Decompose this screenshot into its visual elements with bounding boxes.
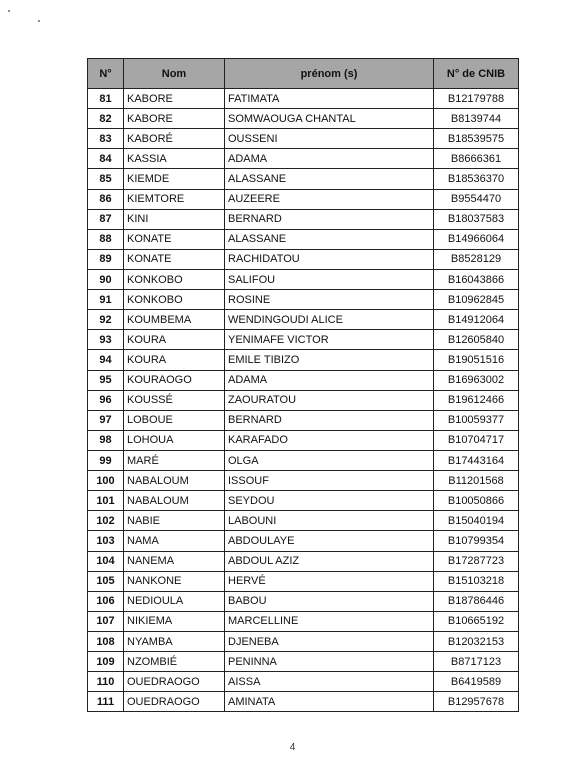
row-cnib: B12032153 bbox=[434, 631, 519, 651]
table-row bbox=[88, 410, 519, 430]
table-row bbox=[88, 229, 519, 249]
row-cnib: B17443164 bbox=[434, 450, 519, 470]
table-row bbox=[88, 450, 519, 470]
row-nom: KONATE bbox=[124, 229, 225, 249]
row-prenom: AUZEERE bbox=[225, 189, 434, 209]
row-number: 96 bbox=[88, 390, 124, 410]
row-nom: NABALOUM bbox=[124, 471, 225, 491]
table-row bbox=[88, 672, 519, 692]
row-number: 92 bbox=[88, 310, 124, 330]
table-row bbox=[88, 551, 519, 571]
table-row bbox=[88, 692, 519, 712]
row-prenom: DJENEBA bbox=[225, 631, 434, 651]
row-prenom: RACHIDATOU bbox=[225, 249, 434, 269]
row-cnib: B18539575 bbox=[434, 129, 519, 149]
row-number: 94 bbox=[88, 350, 124, 370]
row-cnib: B10704717 bbox=[434, 430, 519, 450]
row-cnib: B10050866 bbox=[434, 491, 519, 511]
row-nom: OUEDRAOGO bbox=[124, 672, 225, 692]
row-nom: KOUSSÉ bbox=[124, 390, 225, 410]
row-cnib: B18037583 bbox=[434, 209, 519, 229]
row-cnib: B19051516 bbox=[434, 350, 519, 370]
row-prenom: ALASSANE bbox=[225, 169, 434, 189]
table-row bbox=[88, 109, 519, 129]
row-number: 103 bbox=[88, 531, 124, 551]
row-nom: NANKONE bbox=[124, 571, 225, 591]
row-cnib: B6419589 bbox=[434, 672, 519, 692]
row-prenom: ADAMA bbox=[225, 149, 434, 169]
row-number: 110 bbox=[88, 672, 124, 692]
table-row bbox=[88, 390, 519, 410]
row-number: 97 bbox=[88, 410, 124, 430]
row-number: 105 bbox=[88, 571, 124, 591]
row-cnib: B8139744 bbox=[434, 109, 519, 129]
table-row bbox=[88, 209, 519, 229]
row-nom: KIEMTORE bbox=[124, 189, 225, 209]
row-cnib: B14912064 bbox=[434, 310, 519, 330]
header-number: N° bbox=[88, 59, 124, 89]
row-nom: NANEMA bbox=[124, 551, 225, 571]
row-prenom: ZAOURATOU bbox=[225, 390, 434, 410]
table-row bbox=[88, 129, 519, 149]
row-number: 87 bbox=[88, 209, 124, 229]
row-prenom: BABOU bbox=[225, 591, 434, 611]
row-number: 109 bbox=[88, 652, 124, 672]
table-row bbox=[88, 350, 519, 370]
table-row bbox=[88, 611, 519, 631]
row-prenom: AMINATA bbox=[225, 692, 434, 712]
table-row bbox=[88, 330, 519, 350]
row-nom: NZOMBIÉ bbox=[124, 652, 225, 672]
row-nom: LOHOUA bbox=[124, 430, 225, 450]
row-cnib: B15040194 bbox=[434, 511, 519, 531]
row-prenom: BERNARD bbox=[225, 209, 434, 229]
table-row bbox=[88, 249, 519, 269]
table-row bbox=[88, 491, 519, 511]
row-prenom: HERVÉ bbox=[225, 571, 434, 591]
row-number: 107 bbox=[88, 611, 124, 631]
table-row bbox=[88, 591, 519, 611]
row-prenom: EMILE TIBIZO bbox=[225, 350, 434, 370]
header-nom: Nom bbox=[124, 59, 225, 89]
header-prenom: prénom (s) bbox=[225, 59, 434, 89]
row-prenom: ABDOULAYE bbox=[225, 531, 434, 551]
row-number: 91 bbox=[88, 290, 124, 310]
row-cnib: B16043866 bbox=[434, 269, 519, 289]
row-nom: KASSIA bbox=[124, 149, 225, 169]
row-nom: KOURA bbox=[124, 350, 225, 370]
row-prenom: WENDINGOUDI ALICE bbox=[225, 310, 434, 330]
table-row bbox=[88, 430, 519, 450]
row-number: 83 bbox=[88, 129, 124, 149]
row-cnib: B8717123 bbox=[434, 652, 519, 672]
row-prenom: LABOUNI bbox=[225, 511, 434, 531]
row-prenom: AISSA bbox=[225, 672, 434, 692]
row-cnib: B18786446 bbox=[434, 591, 519, 611]
table-row bbox=[88, 310, 519, 330]
row-number: 82 bbox=[88, 109, 124, 129]
page-number: 4 bbox=[289, 742, 296, 753]
row-cnib: B10799354 bbox=[434, 531, 519, 551]
row-number: 104 bbox=[88, 551, 124, 571]
row-nom: KONKOBO bbox=[124, 269, 225, 289]
row-number: 84 bbox=[88, 149, 124, 169]
table-row bbox=[88, 631, 519, 651]
table-row bbox=[88, 169, 519, 189]
row-cnib: B10665192 bbox=[434, 611, 519, 631]
scan-speck bbox=[8, 10, 10, 12]
row-cnib: B8528129 bbox=[434, 249, 519, 269]
row-nom: KOURAOGO bbox=[124, 370, 225, 390]
row-prenom: BERNARD bbox=[225, 410, 434, 430]
table-row bbox=[88, 471, 519, 491]
row-prenom: ALASSANE bbox=[225, 229, 434, 249]
row-nom: KABORÉ bbox=[124, 129, 225, 149]
row-cnib: B10962845 bbox=[434, 290, 519, 310]
table-row bbox=[88, 269, 519, 289]
table-header-row bbox=[88, 59, 519, 89]
row-nom: KOURA bbox=[124, 330, 225, 350]
row-nom: KABORE bbox=[124, 89, 225, 109]
row-nom: NAMA bbox=[124, 531, 225, 551]
row-prenom: KARAFADO bbox=[225, 430, 434, 450]
table-row bbox=[88, 290, 519, 310]
row-prenom: SOMWAOUGA CHANTAL bbox=[225, 109, 434, 129]
row-cnib: B8666361 bbox=[434, 149, 519, 169]
row-cnib: B12957678 bbox=[434, 692, 519, 712]
table-body bbox=[88, 89, 519, 712]
row-number: 85 bbox=[88, 169, 124, 189]
row-prenom: FATIMATA bbox=[225, 89, 434, 109]
row-nom: NABALOUM bbox=[124, 491, 225, 511]
row-cnib: B11201568 bbox=[434, 471, 519, 491]
row-cnib: B16963002 bbox=[434, 370, 519, 390]
row-number: 93 bbox=[88, 330, 124, 350]
row-nom: MARÉ bbox=[124, 450, 225, 470]
row-prenom: MARCELLINE bbox=[225, 611, 434, 631]
table-row bbox=[88, 89, 519, 109]
row-prenom: OLGA bbox=[225, 450, 434, 470]
registration-table bbox=[87, 58, 519, 712]
scan-speck bbox=[38, 20, 40, 22]
row-prenom: SALIFOU bbox=[225, 269, 434, 289]
row-number: 102 bbox=[88, 511, 124, 531]
row-nom: KONATE bbox=[124, 249, 225, 269]
table-row bbox=[88, 531, 519, 551]
row-number: 99 bbox=[88, 450, 124, 470]
table-row bbox=[88, 571, 519, 591]
header-cnib: N° de CNIB bbox=[434, 59, 519, 89]
row-nom: KOUMBEMA bbox=[124, 310, 225, 330]
row-nom: NABIE bbox=[124, 511, 225, 531]
row-nom: KINI bbox=[124, 209, 225, 229]
row-prenom: ABDOUL AZIZ bbox=[225, 551, 434, 571]
row-number: 88 bbox=[88, 229, 124, 249]
row-prenom: SEYDOU bbox=[225, 491, 434, 511]
row-prenom: ROSINE bbox=[225, 290, 434, 310]
row-prenom: ISSOUF bbox=[225, 471, 434, 491]
row-nom: NYAMBA bbox=[124, 631, 225, 651]
row-prenom: ADAMA bbox=[225, 370, 434, 390]
table-row bbox=[88, 149, 519, 169]
row-nom: KIEMDE bbox=[124, 169, 225, 189]
row-number: 111 bbox=[88, 692, 124, 712]
row-nom: NIKIEMA bbox=[124, 611, 225, 631]
row-prenom: OUSSENI bbox=[225, 129, 434, 149]
row-number: 100 bbox=[88, 471, 124, 491]
table-row bbox=[88, 370, 519, 390]
row-nom: OUEDRAOGO bbox=[124, 692, 225, 712]
row-cnib: B9554470 bbox=[434, 189, 519, 209]
table-row bbox=[88, 511, 519, 531]
row-number: 90 bbox=[88, 269, 124, 289]
table-row bbox=[88, 189, 519, 209]
row-cnib: B19612466 bbox=[434, 390, 519, 410]
row-number: 95 bbox=[88, 370, 124, 390]
row-cnib: B12179788 bbox=[434, 89, 519, 109]
row-cnib: B15103218 bbox=[434, 571, 519, 591]
row-nom: NEDIOULA bbox=[124, 591, 225, 611]
row-prenom: PENINNA bbox=[225, 652, 434, 672]
row-nom: KABORE bbox=[124, 109, 225, 129]
row-number: 81 bbox=[88, 89, 124, 109]
row-nom: LOBOUE bbox=[124, 410, 225, 430]
row-number: 86 bbox=[88, 189, 124, 209]
row-prenom: YENIMAFE VICTOR bbox=[225, 330, 434, 350]
row-number: 106 bbox=[88, 591, 124, 611]
table-row bbox=[88, 652, 519, 672]
row-number: 101 bbox=[88, 491, 124, 511]
row-cnib: B14966064 bbox=[434, 229, 519, 249]
row-number: 108 bbox=[88, 631, 124, 651]
row-cnib: B18536370 bbox=[434, 169, 519, 189]
row-cnib: B17287723 bbox=[434, 551, 519, 571]
row-cnib: B10059377 bbox=[434, 410, 519, 430]
row-nom: KONKOBO bbox=[124, 290, 225, 310]
row-cnib: B12605840 bbox=[434, 330, 519, 350]
row-number: 89 bbox=[88, 249, 124, 269]
row-number: 98 bbox=[88, 430, 124, 450]
